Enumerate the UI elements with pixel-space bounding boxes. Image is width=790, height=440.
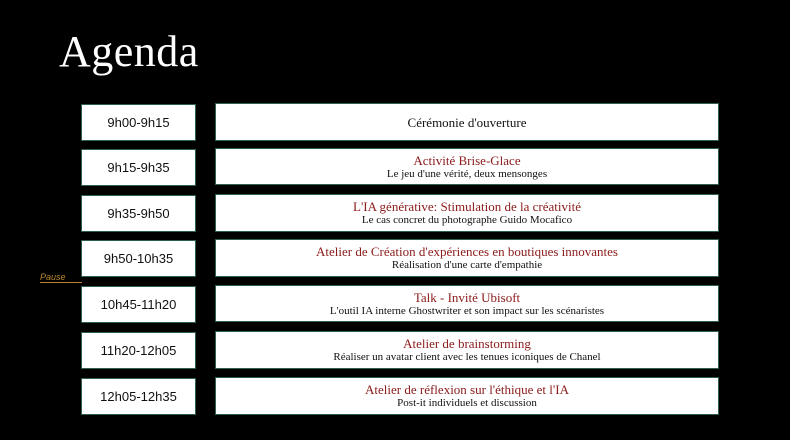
- pause-label: Pause: [40, 272, 66, 282]
- agenda-item-title: Atelier de Création d'expériences en boutiques innovantes: [316, 244, 618, 259]
- agenda-item-subtitle: Post-it individuels et discussion: [397, 397, 537, 409]
- agenda-item-title: L'IA générative: Stimulation de la créativité: [353, 199, 581, 214]
- agenda-time-1: [81, 104, 196, 141]
- agenda-time-label: 9h00-9h15: [107, 115, 170, 130]
- slide-title: Agenda: [59, 27, 199, 76]
- agenda-item-2: [215, 148, 719, 185]
- agenda-time-label: 10h45-11h20: [100, 297, 177, 312]
- agenda-time-7: [81, 378, 196, 415]
- agenda-time-label: 12h05-12h35: [100, 389, 177, 404]
- agenda-time-label: 11h20-12h05: [100, 343, 177, 358]
- agenda-item-6: [215, 331, 719, 369]
- agenda-time-label: 9h35-9h50: [107, 206, 170, 221]
- agenda-time-3: [81, 195, 196, 232]
- agenda-item-1: [215, 103, 719, 141]
- agenda-item-4: [215, 239, 719, 277]
- agenda-item-subtitle: Réalisation d'une carte d'empathie: [391, 259, 543, 271]
- agenda-time-label: 9h50-10h35: [103, 251, 174, 266]
- agenda-item-subtitle: Le cas concret du photographe Guido Mocafico: [361, 214, 573, 226]
- agenda-item-title: Atelier de brainstorming: [403, 336, 531, 351]
- agenda-item-5: [215, 285, 719, 322]
- agenda-time-2: [81, 149, 196, 186]
- agenda-item-subtitle: Le jeu d'une vérité, deux mensonges: [386, 167, 548, 180]
- pause-divider: [40, 282, 82, 283]
- agenda-time-4: [81, 240, 196, 277]
- agenda-item-title: Atelier de réflexion sur l'éthique et l'IA: [365, 382, 569, 397]
- agenda-item-subtitle: L'outil IA interne Ghostwriter et son impact sur les scénaristes: [329, 304, 605, 317]
- agenda-time-6: [81, 332, 196, 369]
- agenda-item-title: Activité Brise-Glace: [413, 152, 521, 168]
- agenda-time-label: 9h15-9h35: [107, 160, 170, 175]
- agenda-time-5: [81, 286, 196, 323]
- agenda-item-7: [215, 377, 719, 415]
- agenda-item-subtitle: Réaliser un avatar client avec les tenues iconiques de Chanel: [333, 351, 601, 363]
- agenda-item-3: [215, 194, 719, 232]
- agenda-item-title: Cérémonie d'ouverture: [407, 114, 527, 130]
- agenda-item-title: Talk - Invité Ubisoft: [413, 289, 521, 305]
